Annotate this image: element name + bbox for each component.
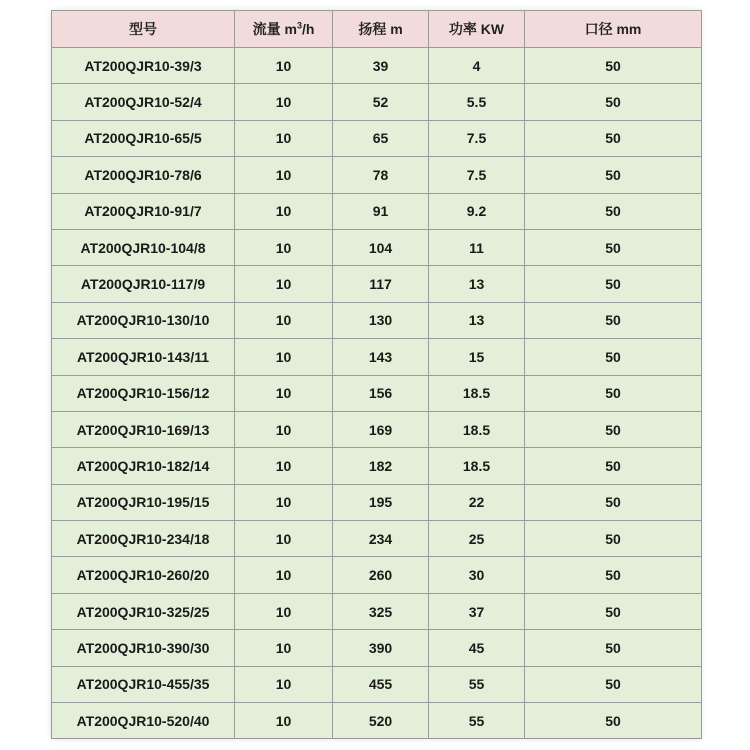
cell-model: AT200QJR10-234/18 bbox=[52, 521, 235, 557]
cell-diameter: 50 bbox=[525, 157, 702, 193]
header-row bbox=[52, 11, 702, 48]
header-flow-suffix: /h bbox=[301, 21, 315, 37]
cell-head: 78 bbox=[333, 157, 429, 193]
table-row bbox=[52, 229, 702, 265]
cell-head: 91 bbox=[333, 193, 429, 229]
cell-head: 156 bbox=[333, 375, 429, 411]
cell-flow: 10 bbox=[235, 521, 333, 557]
cell-power: 25 bbox=[429, 521, 525, 557]
cell-flow: 10 bbox=[235, 375, 333, 411]
cell-diameter: 50 bbox=[525, 630, 702, 666]
spec-sheet bbox=[51, 10, 701, 739]
table-row bbox=[52, 557, 702, 593]
cell-flow: 10 bbox=[235, 84, 333, 120]
cell-power: 18.5 bbox=[429, 448, 525, 484]
table-row bbox=[52, 339, 702, 375]
cell-power: 5.5 bbox=[429, 84, 525, 120]
cell-power: 13 bbox=[429, 302, 525, 338]
cell-flow: 10 bbox=[235, 193, 333, 229]
cell-head: 104 bbox=[333, 229, 429, 265]
cell-flow: 10 bbox=[235, 120, 333, 156]
cell-flow: 10 bbox=[235, 557, 333, 593]
cell-power: 18.5 bbox=[429, 375, 525, 411]
cell-diameter: 50 bbox=[525, 521, 702, 557]
cell-power: 11 bbox=[429, 229, 525, 265]
cell-power: 45 bbox=[429, 630, 525, 666]
cell-flow: 10 bbox=[235, 229, 333, 265]
table-row bbox=[52, 157, 702, 193]
cell-power: 55 bbox=[429, 703, 525, 739]
cell-power: 37 bbox=[429, 593, 525, 629]
table-row bbox=[52, 448, 702, 484]
header-head: 扬程 m bbox=[333, 11, 429, 48]
table-row bbox=[52, 521, 702, 557]
cell-model: AT200QJR10-104/8 bbox=[52, 229, 235, 265]
cell-head: 195 bbox=[333, 484, 429, 520]
header-power: 功率 KW bbox=[429, 11, 525, 48]
cell-flow: 10 bbox=[235, 48, 333, 84]
table-row bbox=[52, 193, 702, 229]
cell-model: AT200QJR10-39/3 bbox=[52, 48, 235, 84]
cell-diameter: 50 bbox=[525, 48, 702, 84]
cell-model: AT200QJR10-65/5 bbox=[52, 120, 235, 156]
cell-head: 520 bbox=[333, 703, 429, 739]
cell-head: 260 bbox=[333, 557, 429, 593]
cell-head: 390 bbox=[333, 630, 429, 666]
table-row bbox=[52, 703, 702, 739]
cell-model: AT200QJR10-325/25 bbox=[52, 593, 235, 629]
header-flow bbox=[235, 11, 333, 48]
cell-model: AT200QJR10-52/4 bbox=[52, 84, 235, 120]
cell-head: 52 bbox=[333, 84, 429, 120]
cell-head: 455 bbox=[333, 666, 429, 702]
cell-diameter: 50 bbox=[525, 411, 702, 447]
cell-diameter: 50 bbox=[525, 666, 702, 702]
cell-flow: 10 bbox=[235, 593, 333, 629]
cell-diameter: 50 bbox=[525, 84, 702, 120]
cell-diameter: 50 bbox=[525, 120, 702, 156]
cell-flow: 10 bbox=[235, 666, 333, 702]
cell-diameter: 50 bbox=[525, 375, 702, 411]
cell-model: AT200QJR10-455/35 bbox=[52, 666, 235, 702]
cell-head: 325 bbox=[333, 593, 429, 629]
cell-diameter: 50 bbox=[525, 448, 702, 484]
cell-power: 13 bbox=[429, 266, 525, 302]
cell-model: AT200QJR10-195/15 bbox=[52, 484, 235, 520]
cell-model: AT200QJR10-91/7 bbox=[52, 193, 235, 229]
cell-head: 117 bbox=[333, 266, 429, 302]
cell-model: AT200QJR10-169/13 bbox=[52, 411, 235, 447]
cell-power: 7.5 bbox=[429, 120, 525, 156]
cell-power: 55 bbox=[429, 666, 525, 702]
cell-model: AT200QJR10-260/20 bbox=[52, 557, 235, 593]
cell-model: AT200QJR10-143/11 bbox=[52, 339, 235, 375]
header-diameter: 口径 mm bbox=[525, 11, 702, 48]
cell-flow: 10 bbox=[235, 302, 333, 338]
table-row bbox=[52, 666, 702, 702]
table-row bbox=[52, 302, 702, 338]
cell-model: AT200QJR10-390/30 bbox=[52, 630, 235, 666]
cell-head: 182 bbox=[333, 448, 429, 484]
cell-diameter: 50 bbox=[525, 557, 702, 593]
cell-head: 39 bbox=[333, 48, 429, 84]
cell-flow: 10 bbox=[235, 339, 333, 375]
cell-flow: 10 bbox=[235, 703, 333, 739]
cell-flow: 10 bbox=[235, 630, 333, 666]
header-model: 型号 bbox=[52, 11, 235, 48]
cell-power: 30 bbox=[429, 557, 525, 593]
cell-diameter: 50 bbox=[525, 193, 702, 229]
cell-flow: 10 bbox=[235, 266, 333, 302]
cell-diameter: 50 bbox=[525, 266, 702, 302]
table-row bbox=[52, 84, 702, 120]
cell-diameter: 50 bbox=[525, 703, 702, 739]
table-row bbox=[52, 630, 702, 666]
cell-model: AT200QJR10-182/14 bbox=[52, 448, 235, 484]
table-row bbox=[52, 593, 702, 629]
cell-power: 15 bbox=[429, 339, 525, 375]
table-row bbox=[52, 484, 702, 520]
cell-head: 143 bbox=[333, 339, 429, 375]
table-row bbox=[52, 375, 702, 411]
cell-diameter: 50 bbox=[525, 339, 702, 375]
cell-flow: 10 bbox=[235, 448, 333, 484]
header-flow-label: 流量 m bbox=[252, 21, 297, 37]
cell-diameter: 50 bbox=[525, 484, 702, 520]
cell-head: 130 bbox=[333, 302, 429, 338]
cell-power: 22 bbox=[429, 484, 525, 520]
cell-power: 9.2 bbox=[429, 193, 525, 229]
cell-power: 7.5 bbox=[429, 157, 525, 193]
cell-model: AT200QJR10-117/9 bbox=[52, 266, 235, 302]
cell-diameter: 50 bbox=[525, 229, 702, 265]
cell-flow: 10 bbox=[235, 411, 333, 447]
table-row bbox=[52, 120, 702, 156]
table-row bbox=[52, 48, 702, 84]
table-row bbox=[52, 411, 702, 447]
cell-model: AT200QJR10-520/40 bbox=[52, 703, 235, 739]
table-body bbox=[52, 48, 702, 739]
cell-head: 234 bbox=[333, 521, 429, 557]
pump-spec-table bbox=[51, 10, 702, 739]
cell-head: 169 bbox=[333, 411, 429, 447]
cell-diameter: 50 bbox=[525, 302, 702, 338]
table-row bbox=[52, 266, 702, 302]
cell-model: AT200QJR10-130/10 bbox=[52, 302, 235, 338]
cell-model: AT200QJR10-156/12 bbox=[52, 375, 235, 411]
cell-flow: 10 bbox=[235, 484, 333, 520]
cell-power: 4 bbox=[429, 48, 525, 84]
cell-power: 18.5 bbox=[429, 411, 525, 447]
cell-flow: 10 bbox=[235, 157, 333, 193]
cell-head: 65 bbox=[333, 120, 429, 156]
cell-diameter: 50 bbox=[525, 593, 702, 629]
header-flow-sup: 3 bbox=[296, 20, 302, 31]
cell-model: AT200QJR10-78/6 bbox=[52, 157, 235, 193]
